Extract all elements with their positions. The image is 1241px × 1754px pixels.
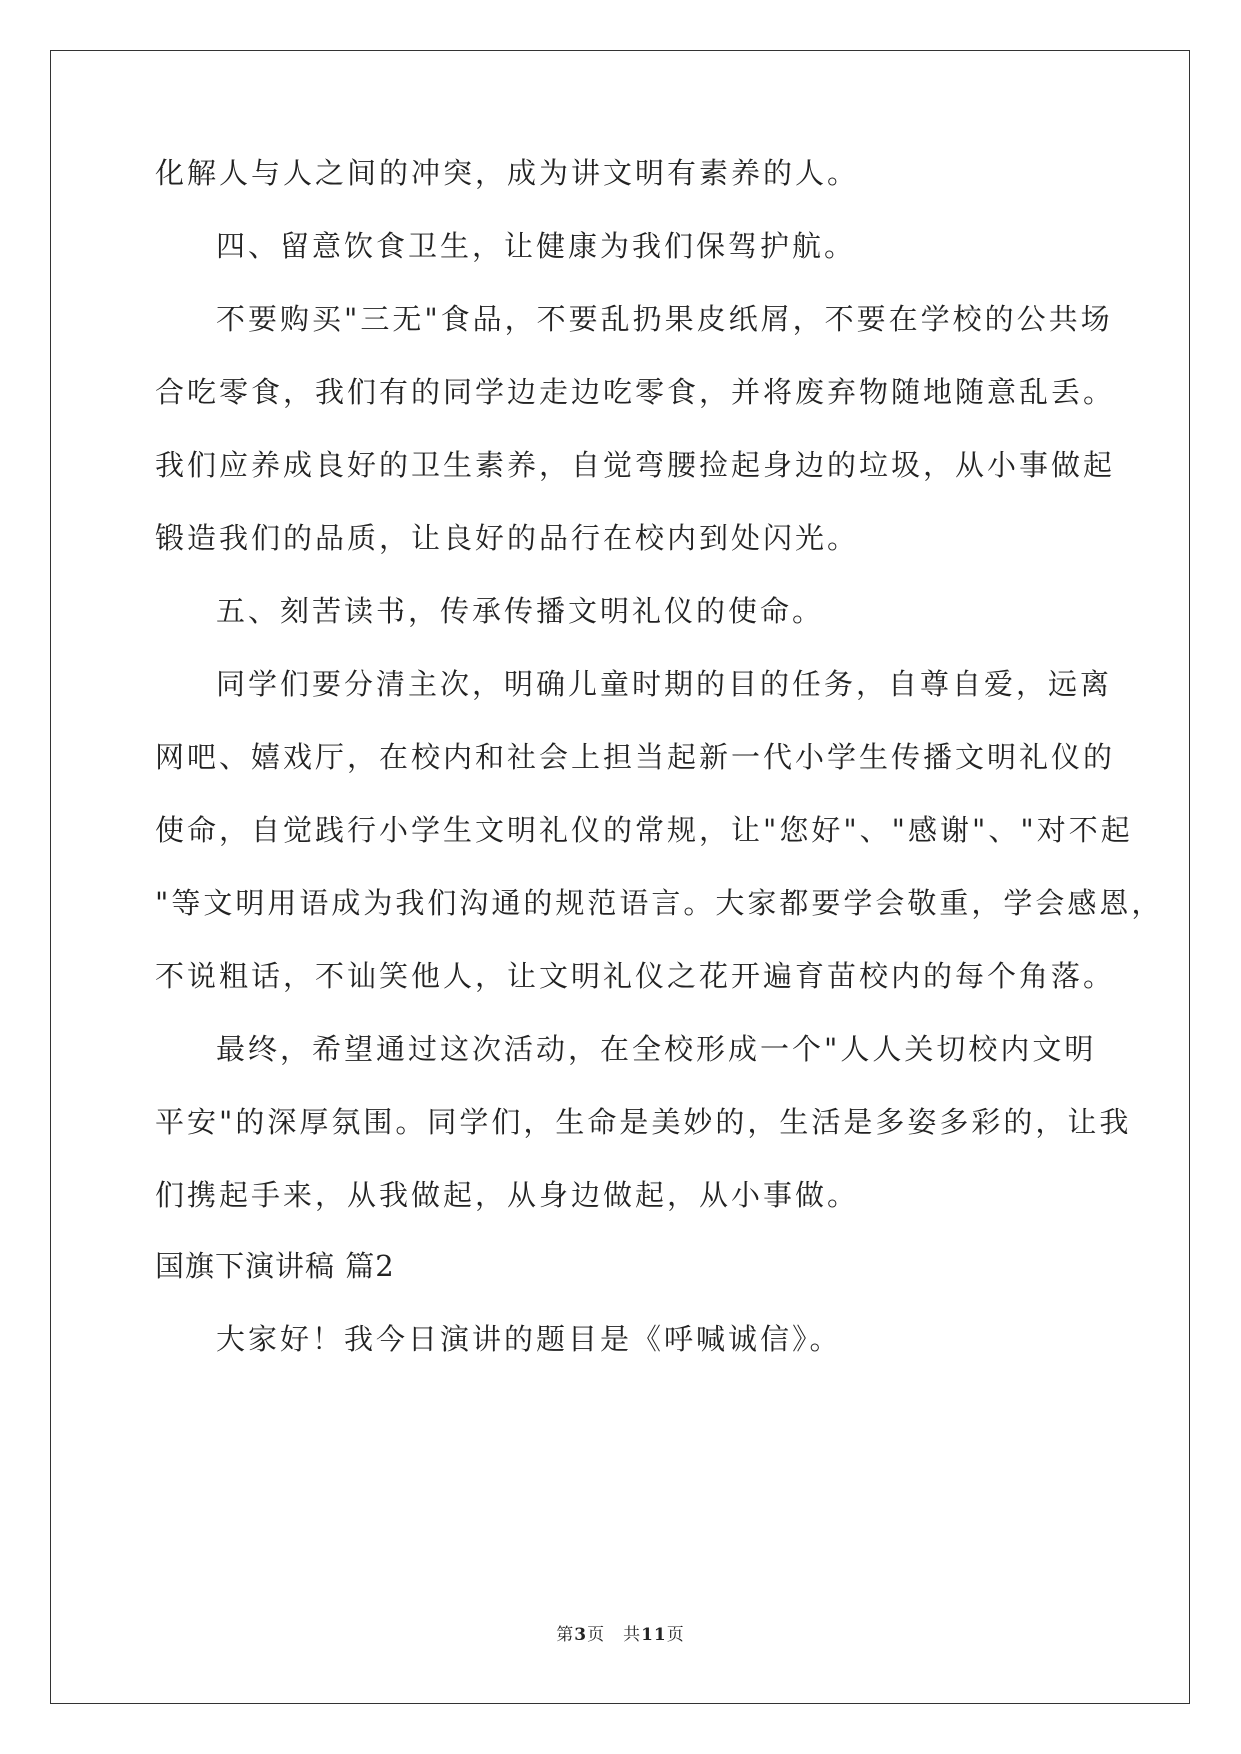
paragraph-line: 们携起手来，从我做起，从身边做起，从小事做。	[155, 1178, 860, 1212]
paragraph-line: "等文明用语成为我们沟通的规范语言。大家都要学会敬重，学会感恩，	[155, 886, 1164, 920]
paragraph-line: 网吧、嬉戏厅，在校内和社会上担当起新一代小学生传播文明礼仪的	[155, 740, 1116, 774]
paragraph-line: 化解人与人之间的冲突，成为讲文明有素养的人。	[155, 156, 860, 190]
paragraph-line: 大家好！我今日演讲的题目是《呼喊诚信》。	[216, 1322, 842, 1356]
paragraph-line: 使命，自觉践行小学生文明礼仪的常规，让"您好"、"感谢"、"对不起	[155, 813, 1133, 847]
paragraph-line: 我们应养成良好的卫生素养，自觉弯腰捡起身边的垃圾，从小事做起	[155, 448, 1116, 482]
paragraph-line: 锻造我们的品质，让良好的品行在校内到处闪光。	[155, 521, 860, 555]
article-title: 国旗下演讲稿 篇2	[155, 1249, 395, 1283]
paragraph-line: 不要购买"三无"食品，不要乱扔果皮纸屑，不要在学校的公共场	[216, 302, 1113, 336]
page-border	[50, 50, 1190, 1704]
page-suffix: 页	[666, 1625, 685, 1645]
page-number-footer	[0, 1625, 1241, 1645]
paragraph-line: 同学们要分清主次，明确儿童时期的目的任务，自尊自爱，远离	[216, 667, 1113, 701]
total-page-number: 11	[641, 1625, 667, 1645]
section-heading-4: 四、留意饮食卫生，让健康为我们保驾护航。	[216, 229, 857, 263]
paragraph-line: 不说粗话，不讪笑他人，让文明礼仪之花开遍育苗校内的每个角落。	[155, 959, 1116, 993]
paragraph-line: 最终，希望通过这次活动，在全校形成一个"人人关切校内文明	[216, 1032, 1097, 1066]
page-mid: 页 共	[587, 1625, 642, 1645]
section-heading-5: 五、刻苦读书，传承传播文明礼仪的使命。	[216, 594, 825, 628]
page-prefix: 第	[556, 1625, 575, 1645]
paragraph-line: 合吃零食，我们有的同学边走边吃零食，并将废弃物随地随意乱丢。	[155, 375, 1116, 409]
current-page-number: 3	[574, 1625, 588, 1645]
paragraph-line: 平安"的深厚氛围。同学们，生命是美妙的，生活是多姿多彩的，让我	[155, 1105, 1132, 1139]
